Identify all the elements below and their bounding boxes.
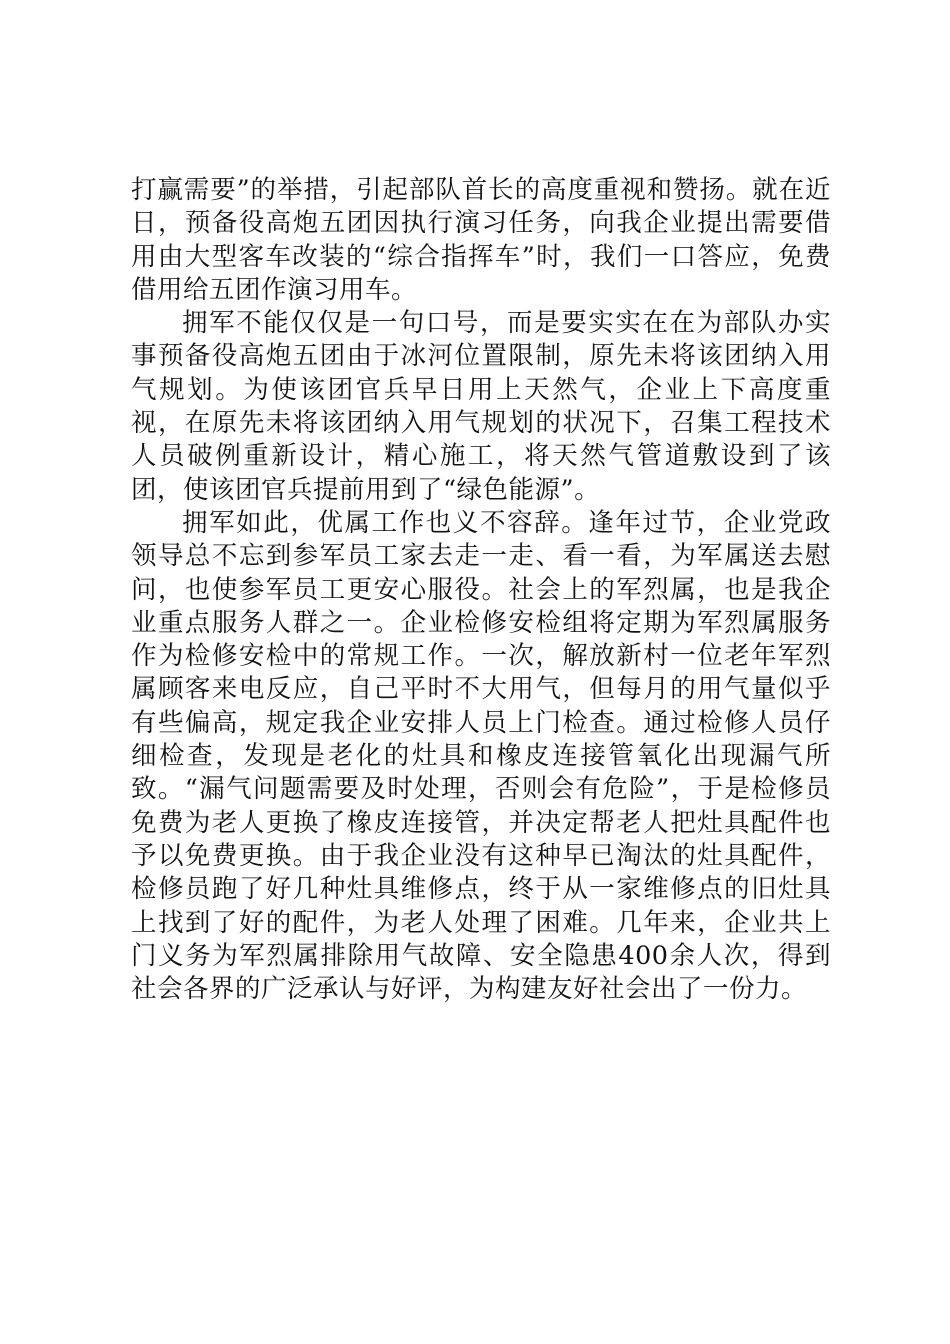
- document-body: [131, 174, 831, 1006]
- paragraph-army-support: 拥军不能仅仅是一句口号，而是要实实在在为部队办实事预备役高炮五团由于冰河位置限制，原先未将该团纳入用气规划。为使该团官兵早日用上天然气，企业上下高度重视，在原先未将该团纳入用气规划的状况下，召集工程技术人员破例重新设计，精心施工，将天然气管道敷设到了该团，使该团官兵提前用到了“绿色能源”。: [131, 308, 831, 505]
- paragraph-continued: 打赢需要”的举措，引起部队首长的高度重视和赞扬。就在近日，预备役高炮五团因执行演习任务，向我企业提出需要借用由大型客车改装的“综合指挥车”时，我们一口答应，免费借用给五团作演习用车。: [131, 175, 831, 305]
- paragraph-military-families: 拥军如此，优属工作也义不容辞。逢年过节，企业党政领导总不忘到参军员工家去走一走、看一看，为军属送去慰问，也使参军员工更安心服役。社会上的军烈属，也是我企业重点服务人群之一。企业检修安检组将定期为军烈属服务作为检修安检中的常规工作。一次，解放新村一位老年军烈属顾客来电反应，自己平时不大用气，但每月的用气量似乎有些偏高，规定我企业安排人员上门检查。通过检修人员仔细检查，发现是老化的灶具和橡皮连接管氧化出现漏气所致。“漏气问题需要及时处理，否则会有危险”，于是检修员免费为老人更换了橡皮连接管，并决定帮老人把灶具配件也予以免费更换。由于我企业没有这种早已淘汰的灶具配件，检修员跑了好几种灶具维修点，终于从一家维修点的旧灶具上找到了好的配件，为老人处理了困难。几年来，企业共上门义务为军烈属排除用气故障、安全隐患400余人次，得到社会各界的广泛承认与好评，为构建友好社会出了一份力。: [131, 507, 831, 1005]
